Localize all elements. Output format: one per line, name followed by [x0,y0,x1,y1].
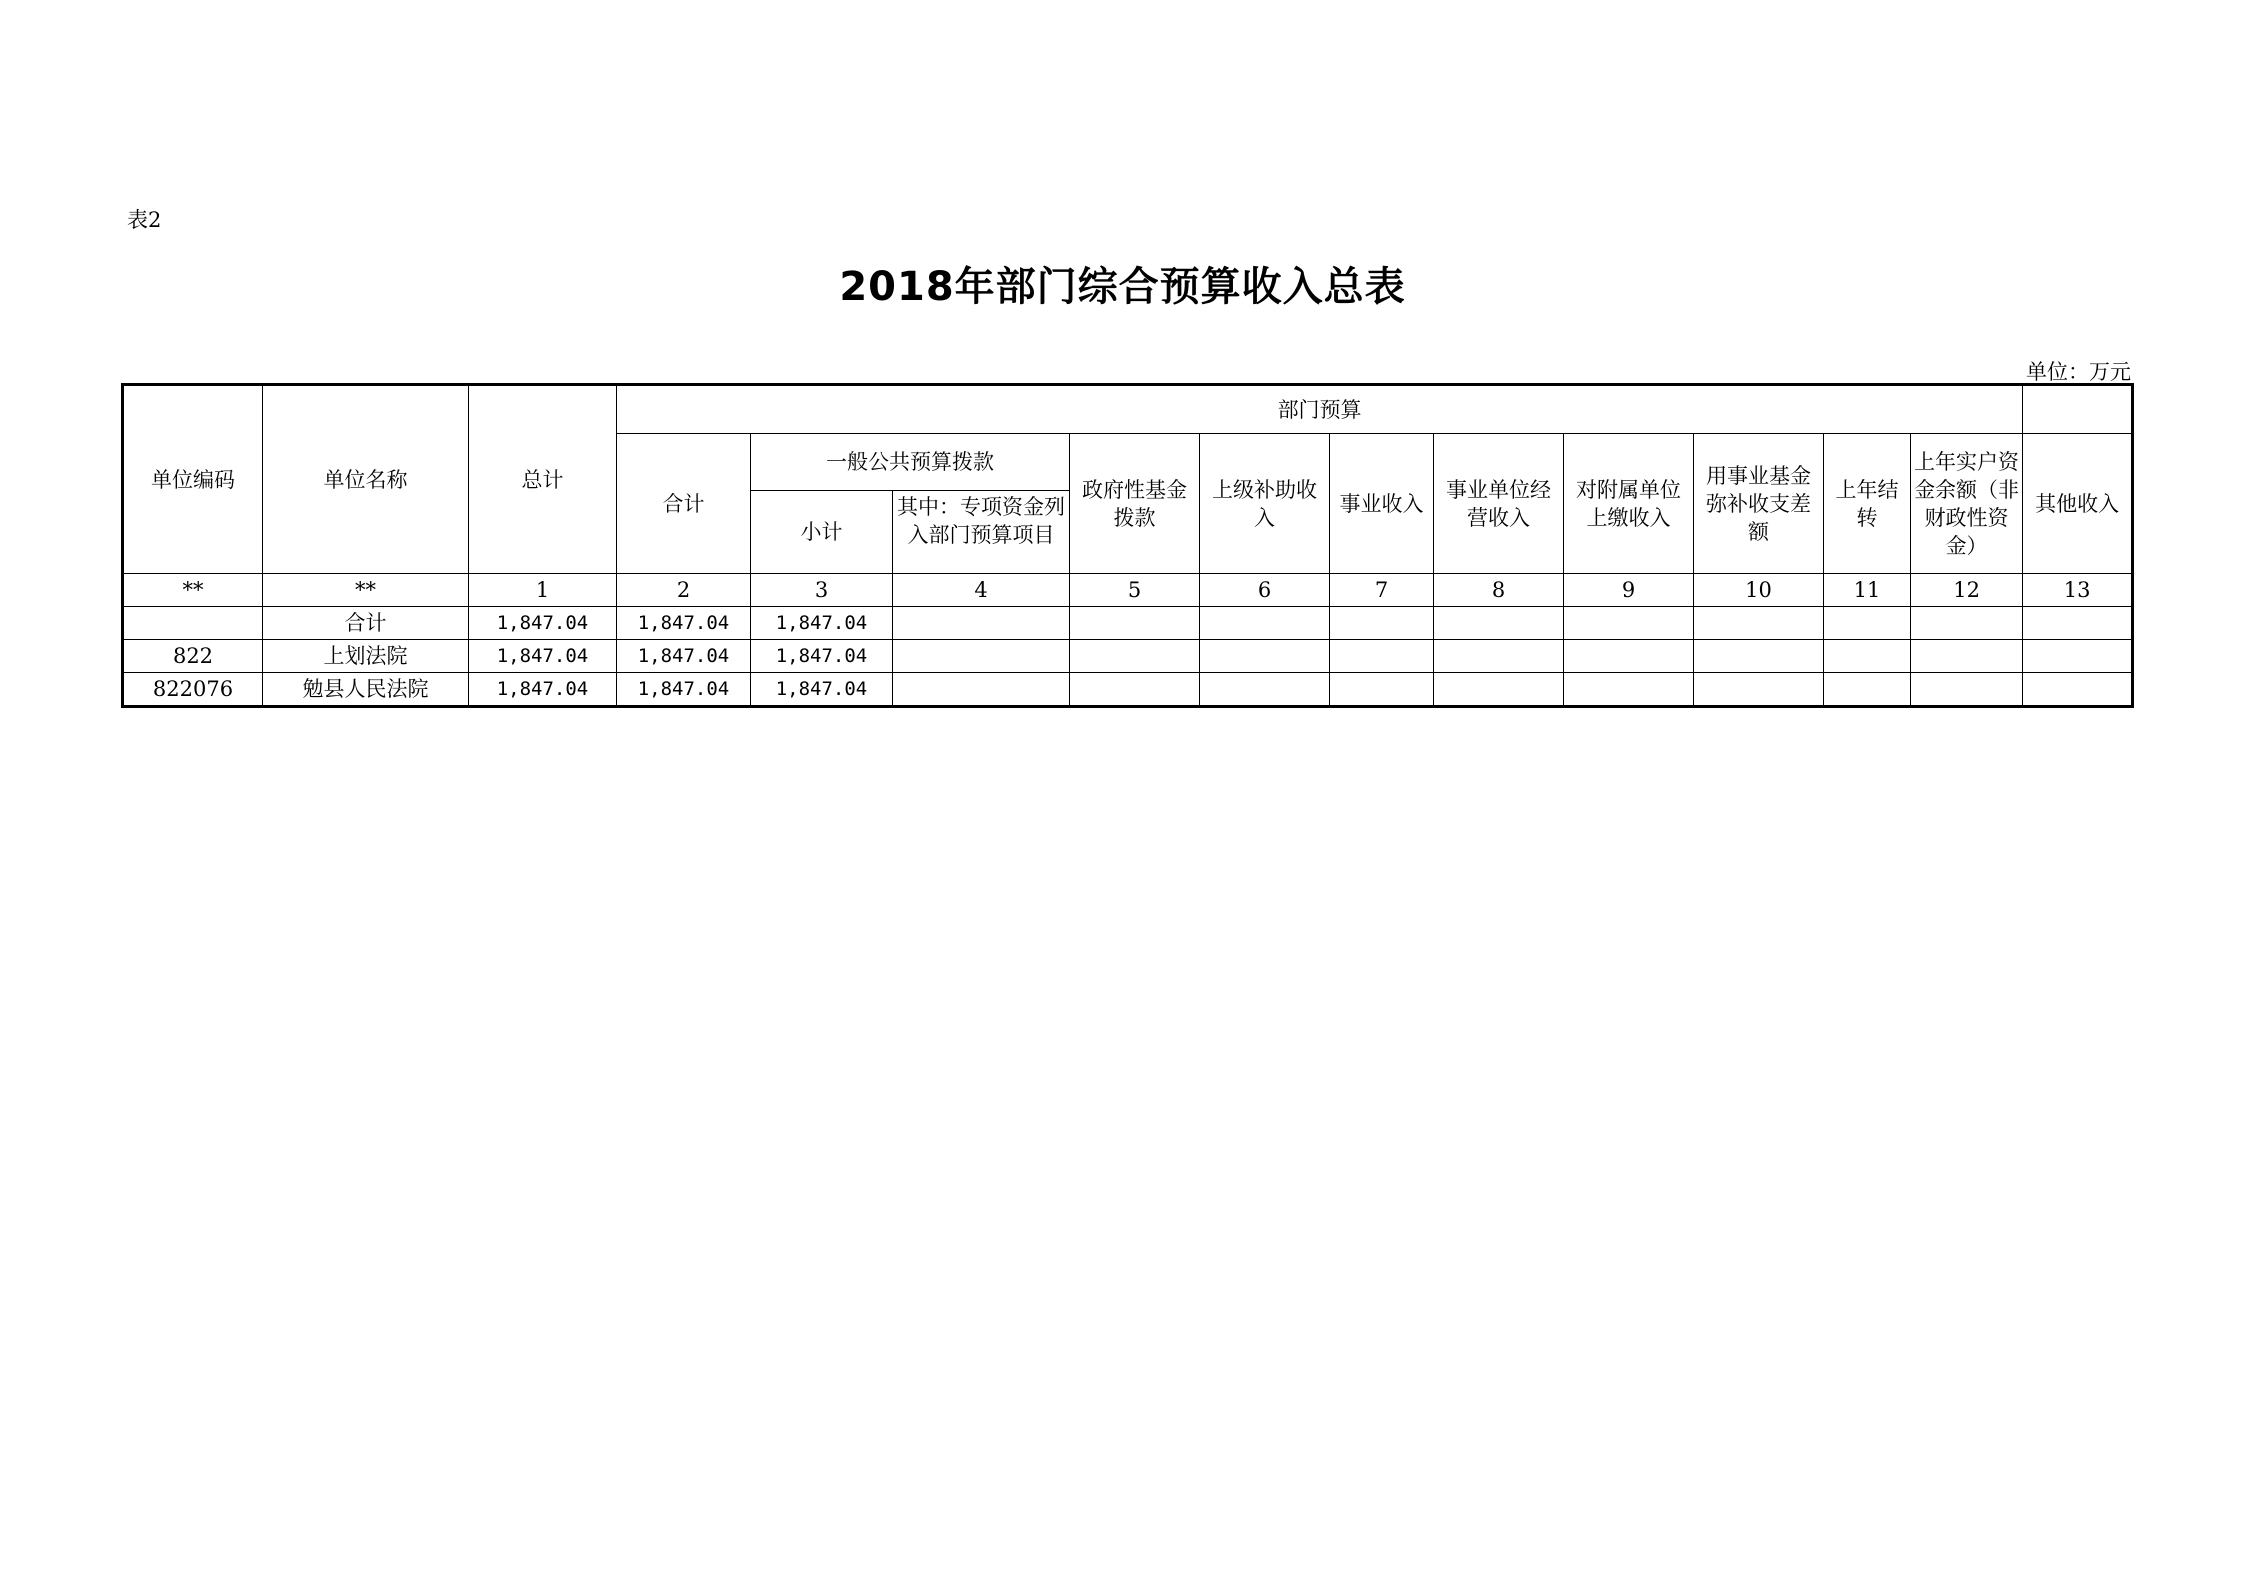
cell-empty [1564,673,1694,707]
cell-unit-name: 合计 [263,607,469,640]
cell-empty [1564,607,1694,640]
cell-empty [1330,640,1434,673]
cell-empty [1200,607,1330,640]
cell-unit-code: 822 [123,640,263,673]
cell-total: 1,847.04 [469,640,617,673]
header-dept-budget: 部门预算 [617,385,2023,434]
unit-label: 单位：万元 [2026,360,2131,384]
cell-empty [1434,673,1564,707]
cell-unit-name: 勉县人民法院 [263,673,469,707]
cell-gp-subtotal: 1,847.04 [751,673,893,707]
header-affiliated-turnover: 对附属单位上缴收入 [1564,434,1694,574]
cell-empty [2023,640,2133,673]
cell-empty [1070,640,1200,673]
index-cell: 7 [1330,574,1434,607]
cell-empty [1200,640,1330,673]
document-title: 2018年部门综合预算收入总表 [839,264,1406,310]
header-prior-balance: 上年实户资金余额（非财政性资金） [1911,434,2023,574]
header-empty-cell [2023,385,2133,434]
cell-empty [1330,673,1434,707]
cell-total: 1,847.04 [469,673,617,707]
cell-unit-code [123,607,263,640]
table-row [123,640,2133,673]
table-row [123,673,2133,707]
index-cell: 11 [1824,574,1911,607]
index-cell: 1 [469,574,617,607]
cell-empty [1434,640,1564,673]
header-gp-special [893,491,1070,574]
cell-empty [1911,673,2023,707]
cell-unit-name: 上划法院 [263,640,469,673]
cell-unit-code: 822076 [123,673,263,707]
cell-empty [1434,607,1564,640]
cell-empty [1564,640,1694,673]
index-cell: ** [123,574,263,607]
header-general-public: 一般公共预算拨款 [751,434,1070,491]
cell-empty [2023,673,2133,707]
index-cell: 9 [1564,574,1694,607]
index-cell: ** [263,574,469,607]
index-cell: 10 [1694,574,1824,607]
cell-empty [1070,673,1200,707]
header-career-operating: 事业单位经营收入 [1434,434,1564,574]
header-gp-special-text: 其中：专项资金列入部门预算项目 [897,495,1065,547]
cell-empty [893,607,1070,640]
index-cell: 12 [1911,574,2023,607]
header-other-income: 其他收入 [2023,434,2133,574]
cell-empty [1694,640,1824,673]
header-unit-code: 单位编码 [123,385,263,574]
cell-sum: 1,847.04 [617,673,751,707]
cell-total: 1,847.04 [469,607,617,640]
cell-empty [1824,640,1911,673]
index-cell: 2 [617,574,751,607]
header-unit-name: 单位名称 [263,385,469,574]
cell-empty [1694,673,1824,707]
cell-sum: 1,847.04 [617,640,751,673]
cell-empty [1911,640,2023,673]
header-gov-fund: 政府性基金拨款 [1070,434,1200,574]
cell-empty [1694,607,1824,640]
header-prior-carryover: 上年结转 [1824,434,1911,574]
index-cell: 8 [1434,574,1564,607]
table-row [123,607,2133,640]
header-superior-subsidy: 上级补助收入 [1200,434,1330,574]
index-cell: 13 [2023,574,2133,607]
cell-empty [893,673,1070,707]
cell-empty [893,640,1070,673]
index-cell: 5 [1070,574,1200,607]
index-cell: 3 [751,574,893,607]
index-cell: 6 [1200,574,1330,607]
cell-empty [2023,607,2133,640]
cell-sum: 1,847.04 [617,607,751,640]
header-total: 总计 [469,385,617,574]
header-gp-subtotal: 小计 [751,491,893,574]
table-number: 表2 [127,208,162,232]
header-career-fund-offset: 用事业基金弥补收支差额 [1694,434,1824,574]
cell-empty [1824,673,1911,707]
budget-income-table [121,383,2134,708]
header-subtotal-all: 合计 [617,434,751,574]
index-cell: 4 [893,574,1070,607]
cell-empty [1070,607,1200,640]
cell-empty [1911,607,2023,640]
cell-empty [1824,607,1911,640]
cell-empty [1330,607,1434,640]
column-index-row [123,574,2133,607]
cell-empty [1200,673,1330,707]
cell-gp-subtotal: 1,847.04 [751,640,893,673]
header-career-income: 事业收入 [1330,434,1434,574]
cell-gp-subtotal: 1,847.04 [751,607,893,640]
